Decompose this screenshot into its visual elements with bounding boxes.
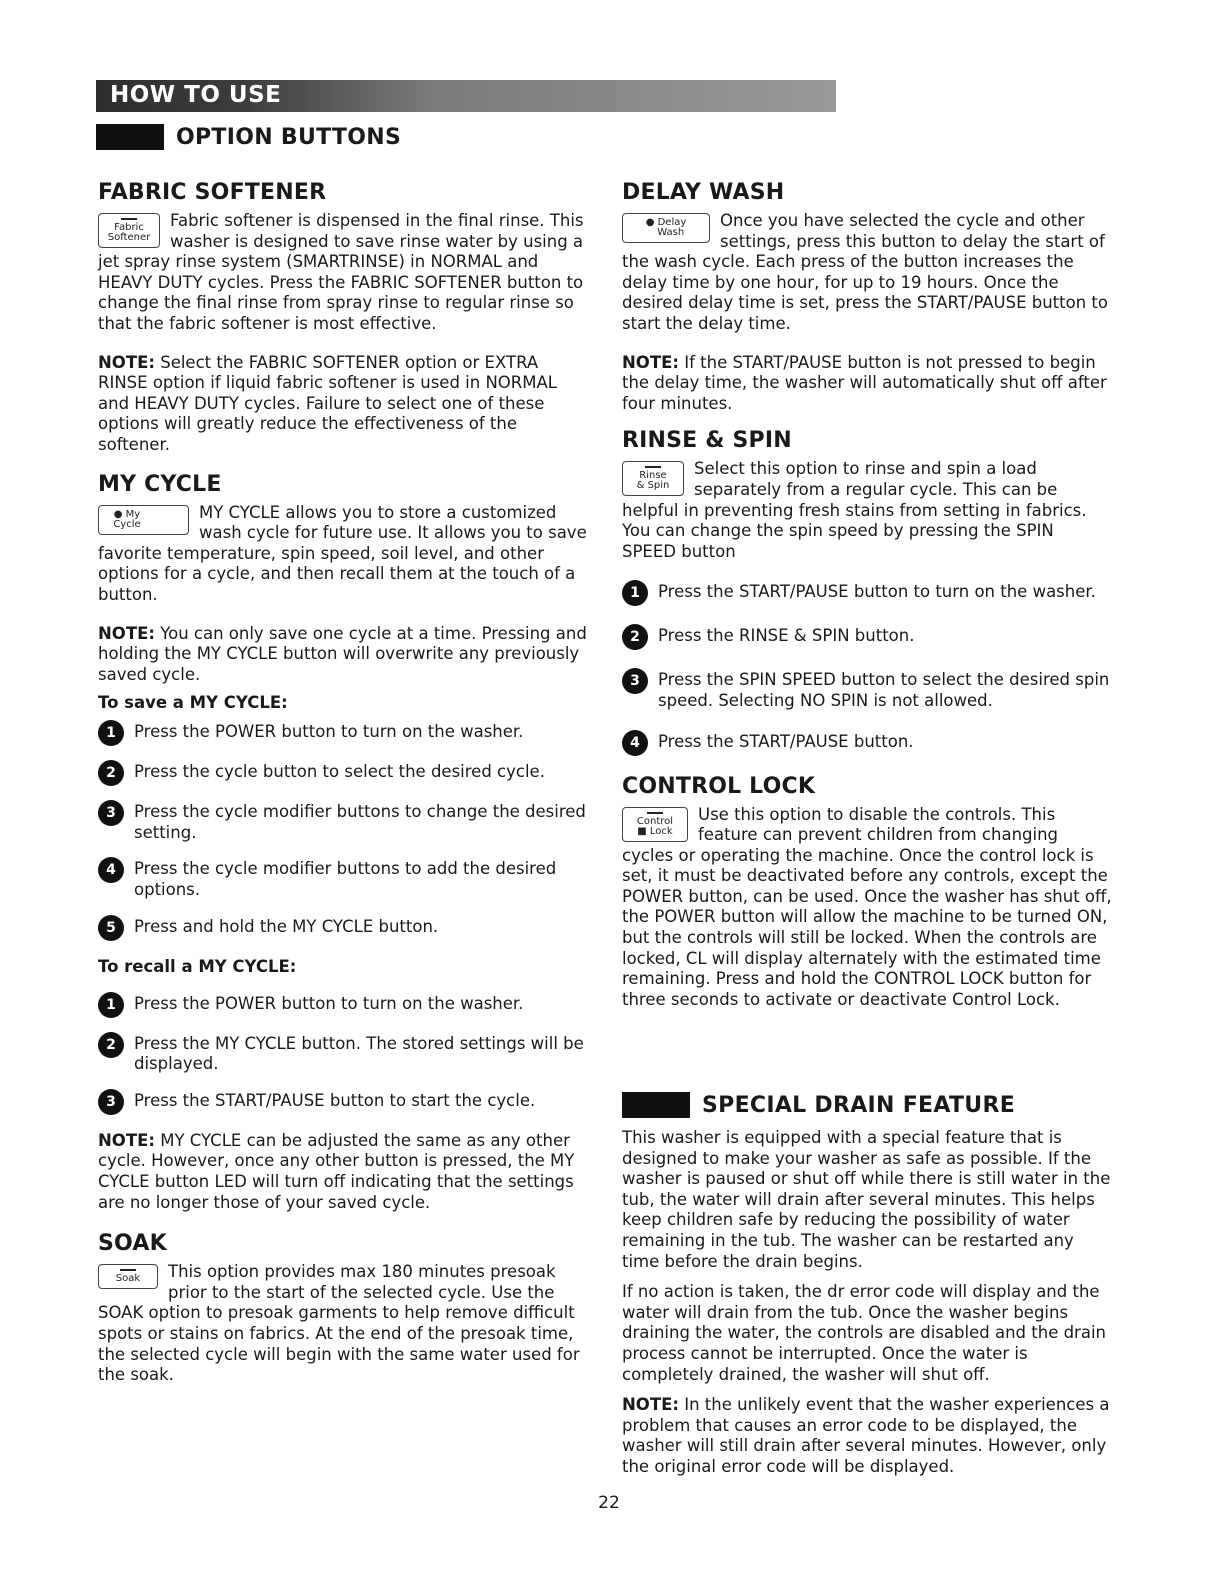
save-step-2: 2 Press the cycle button to select the desired cycle. bbox=[98, 762, 588, 786]
fabric-note: NOTE: Select the FABRIC SOFTENER option or EXTRA RINSE option if liquid fabric softener is used in NORMAL and HEAVY DUTY cycles. Failure to select one of these options will greatly reduce the effectiveness of the softener. bbox=[98, 352, 557, 454]
control-lock-icon: Control ■ Lock bbox=[622, 807, 688, 842]
control-lock-title: CONTROL LOCK bbox=[622, 773, 816, 799]
my-cycle-body: MY CYCLE allows you to store a customized wash cycle for future use. It allows you to save favorite temperature, spin speed, soil level, and other options for a cycle, and then recall them at the touch of a button. bbox=[98, 502, 587, 604]
soak-block bbox=[98, 1262, 588, 1386]
delay-wash-body: Once you have selected the cycle and other settings, press this button to delay the start of the wash cycle. Each press of the button increases the delay time by one hour, for up to 19 hours. Once the desired delay time is set, press the START/PAUSE button to start the delay time. bbox=[622, 211, 1108, 333]
fabric-softener-title: FABRIC SOFTENER bbox=[98, 180, 327, 205]
right-column bbox=[622, 180, 1112, 1010]
save-step-1: 1 Press the POWER button to turn on the washer. bbox=[98, 722, 588, 746]
delay-wash-block bbox=[622, 211, 1112, 335]
delay-note: NOTE: If the START/PAUSE button is not pressed to begin the delay time, the washer will automatically shut off after four minutes. bbox=[622, 352, 1107, 413]
delay-wash-icon: ● Delay Wash bbox=[622, 213, 710, 243]
special-drain-column bbox=[622, 1128, 1112, 1478]
drain-note: NOTE: In the unlikely event that the washer experiences a problem that causes an error code to be displayed, the washer will still drain after several minutes. However, only the original error code will be displayed. bbox=[622, 1395, 1110, 1476]
recall-step-1: 1 Press the POWER button to turn on the washer. bbox=[98, 994, 588, 1018]
soak-title: SOAK bbox=[98, 1231, 167, 1257]
rinse-step-3: 3 Press the SPIN SPEED button to select the desired spin speed. Selecting NO SPIN is not allowed. bbox=[622, 670, 1112, 711]
fabric-softener-block bbox=[98, 211, 588, 335]
control-lock-block bbox=[622, 805, 1112, 1011]
my-cycle-note: NOTE: You can only save one cycle at a time. Pressing and holding the MY CYCLE button will overwrite any previously saved cycle. bbox=[98, 623, 587, 684]
recall-step-3: 3 Press the START/PAUSE button to start the cycle. bbox=[98, 1091, 588, 1115]
my-cycle-icon: ● My Cycle bbox=[98, 505, 189, 535]
drain-paragraph-1: This washer is equipped with a special feature that is designed to make your washer as safe as possible. If the washer is paused or shut off while there is still water in the tub, the water will drain after several minutes. This helps keep children safe by reducing the possibility of water remaining in the tub. The washer can be restarted any time before the drain begins. bbox=[622, 1128, 1111, 1271]
left-column bbox=[98, 180, 588, 1386]
page-number: 22 bbox=[598, 1493, 620, 1513]
rinse-spin-body: Select this option to rinse and spin a load separately from a regular cycle. This can be helpful in preventing fresh stains from setting in fabrics. You can change the spin speed by pressing the SPIN SPEED button bbox=[622, 459, 1087, 561]
rinse-step-1: 1 Press the START/PAUSE button to turn on the washer. bbox=[622, 582, 1112, 606]
my-cycle-title: MY CYCLE bbox=[98, 471, 222, 497]
special-drain-heading bbox=[622, 1092, 1015, 1118]
section-banner bbox=[96, 80, 836, 112]
fabric-softener-icon: Fabric Softener bbox=[98, 213, 160, 248]
heading-bar bbox=[622, 1092, 690, 1118]
fabric-softener-body: Fabric softener is dispensed in the final rinse. This washer is designed to save rinse water by using a jet spray rinse system (SMARTRINSE) in NORMAL and HEAVY DUTY cycles. Press the FABRIC SOFTENER button to change the final rinse from spray rinse to regular rinse so that the fabric softener is most effective. bbox=[98, 211, 584, 333]
delay-wash-title: DELAY WASH bbox=[622, 180, 785, 205]
lock-icon: ■ bbox=[637, 825, 647, 837]
rinse-step-2: 2 Press the RINSE & SPIN button. bbox=[622, 626, 1112, 650]
save-step-4: 4 Press the cycle modifier buttons to add the desired options. bbox=[98, 859, 588, 900]
save-step-3: 3 Press the cycle modifier buttons to change the desired setting. bbox=[98, 802, 588, 843]
recall-step-2: 2 Press the MY CYCLE button. The stored settings will be displayed. bbox=[98, 1034, 588, 1075]
option-buttons-heading bbox=[96, 124, 401, 150]
save-step-5: 5 Press and hold the MY CYCLE button. bbox=[98, 917, 588, 941]
my-cycle-note-2: NOTE: MY CYCLE can be adjusted the same as any other cycle. However, once any other button is pressed, the MY CYCLE button LED will turn off indicating that the settings are no longer those of your saved cycle. bbox=[98, 1130, 575, 1212]
rinse-step-4: 4 Press the START/PAUSE button. bbox=[622, 732, 1112, 756]
special-drain-title: SPECIAL DRAIN FEATURE bbox=[702, 1092, 1016, 1118]
heading-bar bbox=[96, 124, 164, 150]
save-my-cycle-title: To save a MY CYCLE: bbox=[98, 693, 288, 713]
rinse-spin-title: RINSE & SPIN bbox=[622, 428, 792, 454]
rinse-spin-icon: Rinse & Spin bbox=[622, 461, 684, 496]
soak-body: This option provides max 180 minutes presoak prior to the start of the selected cycle. Use the SOAK option to presoak garments to help remove difficult spots or stains on fabrics. At the end of the presoak time, the selected cycle will begin with the same water used for the soak. bbox=[98, 1262, 580, 1385]
rinse-spin-block bbox=[622, 459, 1112, 562]
recall-my-cycle-title: To recall a MY CYCLE: bbox=[98, 956, 297, 976]
option-buttons-title: OPTION BUTTONS bbox=[176, 124, 402, 150]
control-lock-body: Use this option to disable the controls. This feature can prevent children from changing cycles or operating the machine. Once the control lock is set, it must be deactivated before any controls, except the POWER button, can be used. Once the washer has shut off, the POWER button will allow the machine to be turned ON, but the controls will still be locked. When the controls are locked, CL will display alternately with the estimated time remaining. Press and hold the CONTROL LOCK button for three seconds to activate or deactivate Control Lock. bbox=[622, 804, 1112, 1009]
soak-icon: Soak bbox=[98, 1264, 158, 1289]
banner-title: HOW TO USE bbox=[110, 82, 282, 108]
drain-paragraph-2: If no action is taken, the dr error code will display and the water will drain from the tub. Once the washer begins draining the water, the controls are disabled and the drain process cannot be interrupted. Once the water is completely drained, the washer will shut off. bbox=[622, 1282, 1106, 1384]
my-cycle-block bbox=[98, 503, 588, 606]
